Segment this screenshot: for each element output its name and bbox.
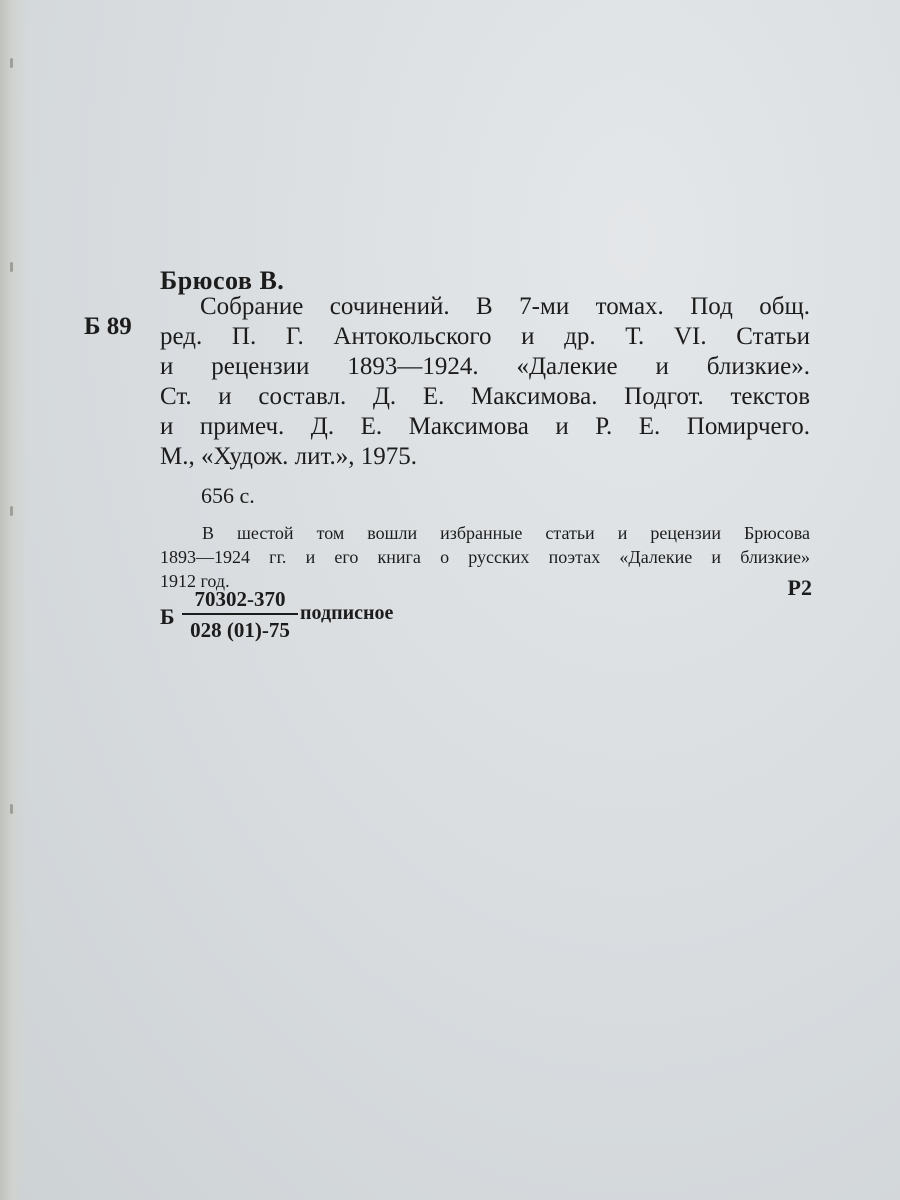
index-denominator: 028 (01)-75	[190, 618, 290, 642]
description-line: ред. П. Г. Антокольского и др. Т. VI. Статьи	[160, 323, 810, 350]
index-fraction	[182, 586, 298, 643]
bibliographic-description	[160, 292, 810, 472]
book-spine-shadow	[0, 0, 28, 1200]
annotation	[160, 521, 810, 593]
binding-stitch	[10, 58, 13, 68]
page-count: 656 с.	[201, 483, 255, 508]
description-line: М., «Худож. лит.», 1975.	[160, 443, 418, 470]
index-numerator: 70302-370	[194, 587, 286, 611]
description-line: Ст. и составл. Д. Е. Максимова. Подгот. текстов	[160, 383, 810, 410]
annotation-line: 1893—1924 гг. и его книга о русских поэтах «Далекие и близкие»	[160, 547, 810, 567]
subscription-note: подписное	[300, 602, 394, 624]
binding-stitch	[10, 506, 13, 516]
fraction-bar	[182, 613, 298, 615]
binding-stitch	[10, 262, 13, 272]
author-heading: Брюсов В.	[160, 266, 285, 295]
index-letter: Б	[160, 604, 175, 629]
description-line: и примеч. Д. Е. Максимова и Р. Е. Помирчего.	[160, 413, 810, 440]
description-line: Собрание сочинений. В 7-ми томах. Под общ.	[200, 293, 810, 320]
classification-code: Р2	[787, 575, 812, 600]
binding-stitch	[10, 804, 13, 814]
description-line: и рецензии 1893—1924. «Далекие и близкие».	[160, 353, 810, 380]
shelf-code: Б 89	[84, 313, 132, 340]
annotation-line: В шестой том вошли избранные статьи и рецензии Брюсова	[202, 523, 810, 543]
annotation-line: 1912 год.	[160, 571, 230, 591]
